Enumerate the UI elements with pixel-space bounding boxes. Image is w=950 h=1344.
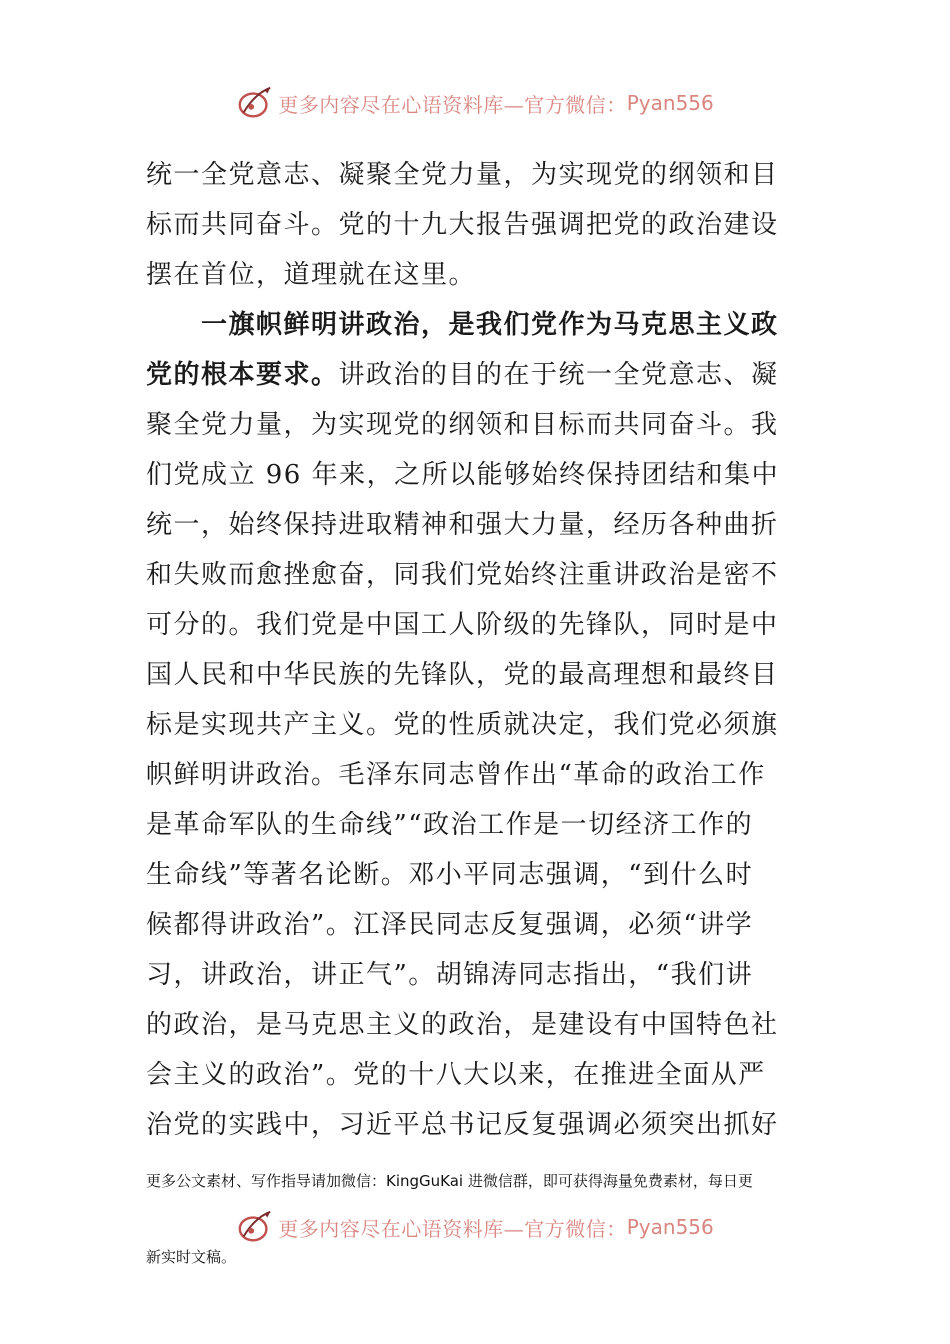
text-line: 国人民和中华民族的先锋队，党的最高理想和最终目 (146, 660, 779, 690)
text-line: 是革命军队的生命线”“政治工作是一切经济工作的 (146, 810, 754, 840)
text-line: 会主义的政治”。党的十八大以来，在推进全面从严 (146, 1060, 766, 1090)
watermark-text: 更多内容尽在心语资料库—官方微信： (278, 1216, 627, 1241)
text-line: 标是实现共产主义。党的性质就决定，我们党必须旗 (146, 710, 779, 740)
text-line: 可分的。我们党是中国工人阶级的先锋队，同时是中 (146, 610, 779, 640)
text-line: 治党的实践中，习近平总书记反复强调必须突出抓好 (146, 1110, 779, 1140)
watermark-wechat-id: Pyan556 (626, 91, 714, 115)
text-line: 和失败而愈挫愈奋，同我们党始终注重讲政治是密不 (146, 560, 779, 590)
text-line: 摆在首位，道理就在这里。 (146, 260, 477, 290)
watermark-footer (0, 1208, 950, 1246)
footer-note-continued: 新实时文稿。 (146, 1248, 237, 1266)
text-line: 生命线”等著名论断。邓小平同志强调，“到什么时 (146, 860, 754, 890)
watermark-text: 更多内容尽在心语资料库—官方微信： (278, 92, 627, 117)
text-line: 们党成立 96 年来，之所以能够始终保持团结和集中 (146, 460, 780, 490)
text-line: 习，讲政治，讲正气”。胡锦涛同志指出，“我们讲 (146, 960, 754, 990)
pen-circle-logo-icon (236, 84, 274, 122)
text-line (146, 350, 806, 400)
document-body (146, 150, 806, 1150)
text-line: 聚全党力量，为实现党的纲领和目标而共同奋斗。我 (146, 410, 779, 440)
text-line-rest: 讲政治的目的在于统一全党意志、凝 (338, 360, 779, 390)
pen-circle-logo-icon (236, 1208, 274, 1246)
text-line: 候都得讲政治”。江泽民同志反复强调，必须“讲学 (146, 910, 754, 940)
watermark-header (0, 84, 950, 122)
bold-heading-line: 一旗帜鲜明讲政治，是我们党作为马克思主义政 (146, 310, 779, 340)
bold-heading-end: 党的根本要求。 (146, 360, 339, 390)
text-line: 帜鲜明讲政治。毛泽东同志曾作出“革命的政治工作 (146, 760, 766, 790)
footer-note: 更多公文素材、写作指导请加微信：KingGuKai 进微信群，即可获得海量免费素材，每日更 (146, 1172, 753, 1190)
text-line: 统一全党意志、凝聚全党力量，为实现党的纲领和目 (146, 160, 779, 190)
text-line: 标而共同奋斗。党的十九大报告强调把党的政治建设 (146, 210, 779, 240)
text-line: 的政治，是马克思主义的政治，是建设有中国特色社 (146, 1010, 779, 1040)
watermark-wechat-id: Pyan556 (626, 1215, 714, 1239)
text-line: 统一，始终保持进取精神和强大力量，经历各种曲折 (146, 510, 779, 540)
